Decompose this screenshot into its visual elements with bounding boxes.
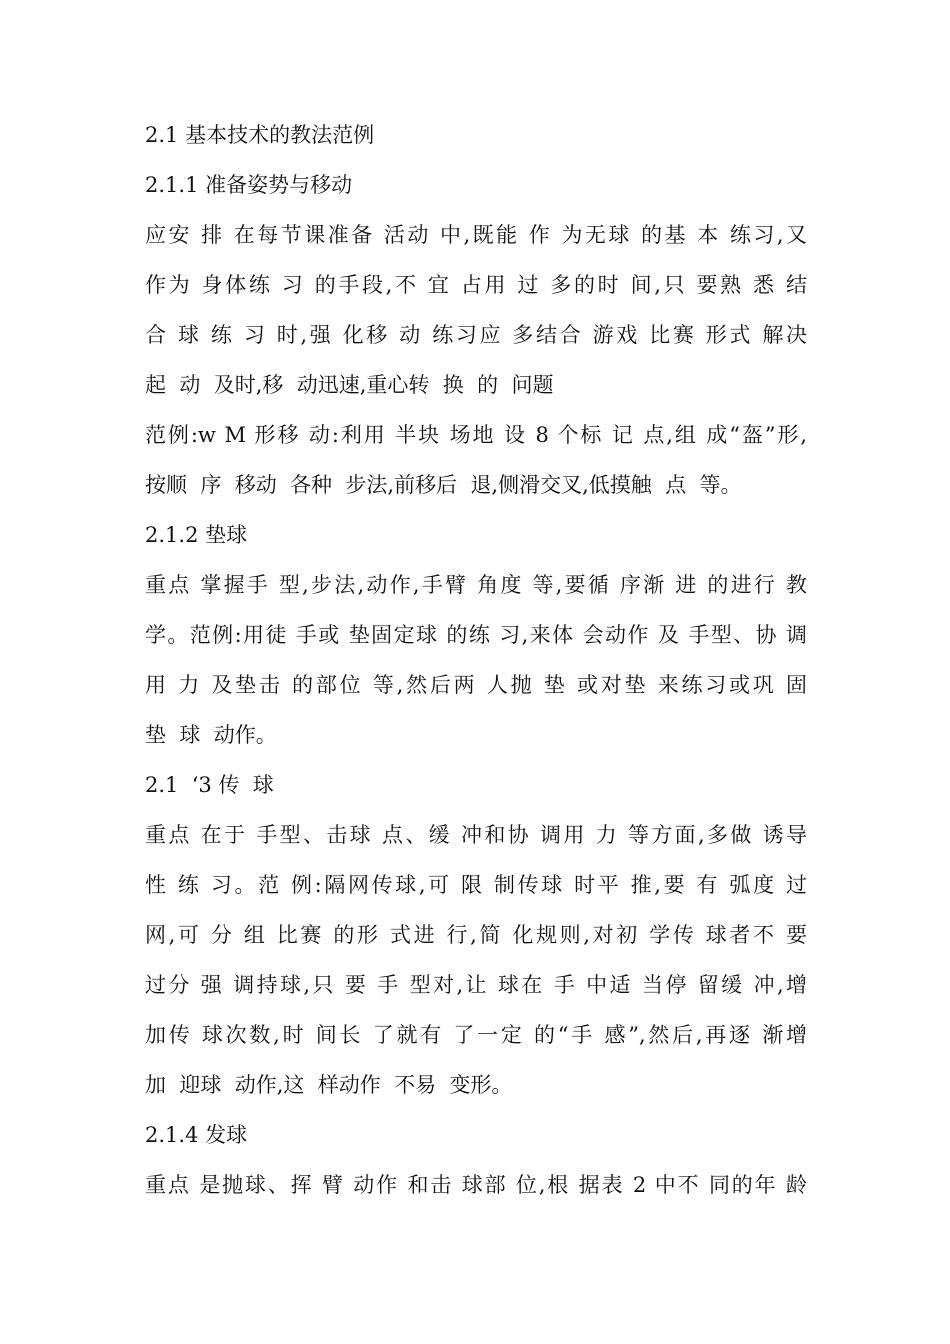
paragraph-line: 合 球 练 习 时,强 化移 动 练习应 多结合 游戏 比赛 形式 解决	[145, 323, 807, 347]
paragraph-line: 重点 是抛球、挥 臂 动作 和击 球部 位,根 据表 2 中不 同的年 龄	[145, 1173, 807, 1197]
paragraph-line: 加传 球次数,时 间长 了就有 了一定 的“手 感”,然后,再逐 渐增	[145, 1023, 807, 1047]
section-heading-2-1-3: 2.1 ‘3 传 球	[145, 773, 274, 797]
section-heading-2-1-1: 2.1.1 准备姿势与移动	[145, 173, 353, 197]
paragraph-line: 学。范例:用徒 手或 垫固定球 的练 习,来体 会动作 及 手型、协 调	[145, 623, 807, 647]
paragraph-line: 按顺 序 移动 各种 步法,前移后 退,侧滑交叉,低摸触 点 等。	[145, 473, 742, 497]
paragraph-line: 作为 身体练 习 的手段,不 宜 占用 过 多的时 间,只 要熟 悉 结	[145, 273, 807, 297]
paragraph-line: 性 练 习。范 例:隔网传球,可 限 制传球 时平 推,要 有 弧度 过	[145, 873, 807, 897]
paragraph-line: 网,可 分 组 比赛 的形 式进 行,简 化规则,对初 学传 球者不 要	[145, 923, 807, 947]
paragraph-line: 加 迎球 动作,这 样动作 不易 变形。	[145, 1073, 513, 1097]
section-heading-2-1-4: 2.1.4 发球	[145, 1123, 248, 1147]
paragraph-line: 垫 球 动作。	[145, 723, 277, 747]
paragraph-line: 用 力 及垫击 的部位 等,然后两 人抛 垫 或对垫 来练习或巩 固	[145, 673, 807, 697]
paragraph-line: 应安 排 在每节课准备 活动 中,既能 作 为无球 的基 本 练习,又	[145, 223, 807, 247]
paragraph-line: 范例:w M 形移 动:利用 半块 场地 设 8 个标 记 点,组 成“盔”形,	[145, 423, 807, 447]
paragraph-line: 重点 在于 手型、击球 点、缓 冲和协 调用 力 等方面,多做 诱导	[145, 823, 807, 847]
paragraph-line: 过分 强 调持球,只 要 手 型对,让 球在 手 中适 当停 留缓 冲,增	[145, 973, 807, 997]
section-heading-2-1: 2.1 基本技术的教法范例	[145, 123, 375, 147]
paragraph-line: 起 动 及时,移 动迅速,重心转 换 的 问题	[145, 373, 554, 397]
paragraph-line: 重点 掌握手 型,步法,动作,手臂 角度 等,要循 序渐 进 的进行 教	[145, 573, 807, 597]
section-heading-2-1-2: 2.1.2 垫球	[145, 523, 248, 547]
